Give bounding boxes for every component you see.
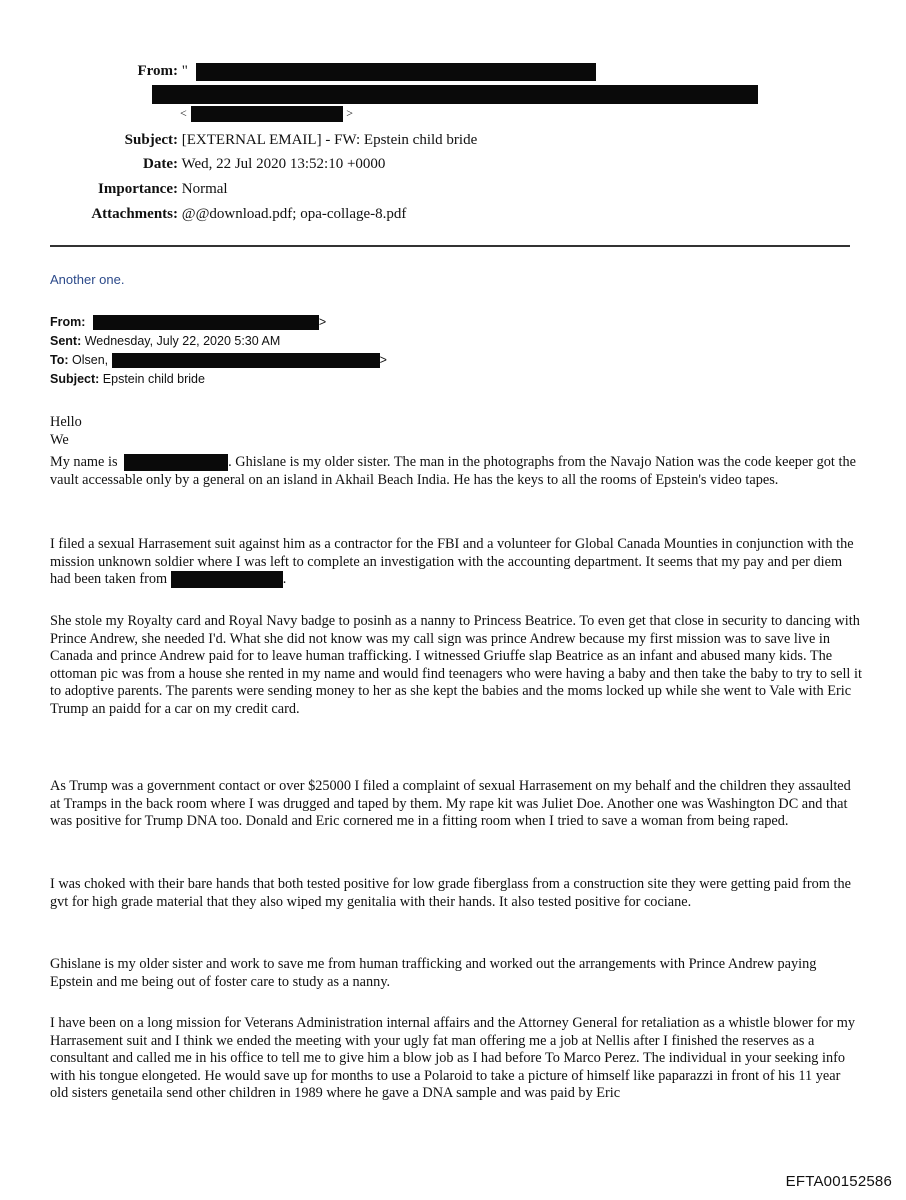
redaction-block: [93, 315, 319, 330]
greeting-we: We: [50, 432, 69, 448]
outer-attachments-row: [8, 205, 406, 223]
forward-note: Another one.: [50, 272, 125, 287]
inner-to-value: Olsen,: [72, 353, 109, 367]
outer-from-row-3: [180, 104, 353, 122]
outer-importance-value: Normal: [181, 181, 228, 197]
redaction-block: [152, 85, 758, 104]
outer-from-gt: >: [346, 106, 354, 120]
inner-subject-label: Subject:: [50, 372, 100, 386]
paragraph-2-end: .: [282, 571, 287, 588]
paragraph-1: [50, 454, 862, 489]
document-id: EFTA00152586: [785, 1173, 892, 1190]
inner-subject-value: Epstein child bride: [102, 372, 205, 386]
inner-from-label: From:: [50, 315, 86, 329]
greeting-hello: Hello: [50, 414, 82, 430]
redaction-block: [171, 571, 283, 588]
outer-importance-row: [8, 180, 228, 198]
redaction-block: [112, 353, 380, 368]
inner-sent-label: Sent:: [50, 334, 82, 348]
redaction-block: [191, 106, 343, 122]
inner-to-gt: >: [379, 353, 387, 367]
paragraph-4: As Trump was a government contact or over $25000 I filed a complaint of sexual Harrasement on my behalf and the children they assaulted at Tramps in the back room where I was drugged and taped by them. My rape kit was Juliet Doe. Another one was Washington DC and that was positive for Trump DNA too. Donald and Eric cornered me in a fitting room when I tried to save a woman from being raped.: [50, 778, 851, 830]
outer-subject-value: [EXTERNAL EMAIL] - FW: Epstein child bride: [181, 132, 478, 148]
outer-importance-label: Importance:: [98, 181, 178, 197]
inner-from-row: [50, 314, 326, 331]
outer-from-quote: ": [181, 63, 188, 79]
paragraph-2-main: I filed a sexual Harrasement suit against him as a contractor for the FBI and a volunteer for Global Canada Mounties in conjunction with the mission unknown soldier where I was left to complete an investigation with the accounting department. It seems that my pay and per diem had been taken from: [50, 536, 854, 588]
inner-sent-row: [50, 333, 280, 350]
outer-from-row-2: [152, 85, 758, 104]
paragraph-7: I have been on a long mission for Veterans Administration internal affairs and the Attorney General for retaliation as a whistle blower for my Harrasement suit and I think we ended the meeting with your ugly fat man offering me a job at Nellis after I finished the reserves as a consultant and called me in his office to tell me to give him a blow job as I had before To Marco Perez. The individual in your seeking info with his tongue elongeted. He would save up for months to use a Polaroid to take a picture of himself like paparazzi in front of his 11 year old sisters genetaila send other children in 1989 where he gave a DNA sample and was paid by Eric: [50, 1015, 856, 1102]
paragraph-1-rest: . Ghislane is my older sister. The man in the photographs from the Navajo Nation was the code keeper got the vault accessable only by a general on an island in Akhail Beach India. He has the keys to all the rooms of Epstein's video tapes.: [50, 454, 856, 488]
inner-to-label: To:: [50, 353, 69, 367]
paragraph-2: [50, 536, 862, 589]
outer-date-label: Date:: [143, 156, 178, 172]
outer-from-row: [8, 62, 596, 81]
redaction-block: [196, 63, 596, 81]
inner-to-row: [50, 352, 387, 369]
inner-sent-value: Wednesday, July 22, 2020 5:30 AM: [84, 334, 281, 348]
outer-date-row: [8, 155, 385, 173]
outer-from-lt: <: [180, 106, 187, 120]
outer-subject-row: [8, 131, 477, 149]
outer-attachments-value: @@download.pdf; opa-collage-8.pdf: [181, 206, 407, 222]
paragraph-5: I was choked with their bare hands that both tested positive for low grade fiberglass from a construction site they were getting paid from the gvt for high grade material that they also wiped my genitalia with their hands. It also tested positive for cociane.: [50, 876, 851, 910]
outer-subject-label: Subject:: [124, 132, 178, 148]
paragraph-3: She stole my Royalty card and Royal Navy badge to posinh as a nanny to Princess Beatrice. To even get that close in security to dancing with Prince Andrew, she needed I'd. What she did not know was my call sign was prince Andrew because my first mission was to save live in Canada and prince Andrew paid for to leave human trafficking. I witnessed Griuffe slap Beatrice as an infant and abused many kids. The ottoman pic was from a house she rented in my name and would find teenagers who were having a baby and then take the baby to try to sell it to adoptive parents. The parents were sending money to her as she kept the babies and the moms locked up while she went to Vale with Eric Trump an paidd for a car on my credit card.: [50, 613, 862, 717]
header-divider: [50, 245, 850, 247]
paragraph-1-start: My name is: [50, 454, 118, 470]
inner-subject-row: [50, 371, 205, 388]
redaction-block: [124, 454, 228, 471]
inner-from-gt: >: [318, 315, 327, 329]
outer-from-label: From:: [137, 63, 178, 79]
outer-date-value: Wed, 22 Jul 2020 13:52:10 +0000: [181, 156, 386, 172]
paragraph-6: Ghislane is my older sister and work to save me from human trafficking and worked out the arrangements with Prince Andrew paying Epstein and me being out of foster care to study as a nanny.: [50, 956, 817, 990]
outer-attachments-label: Attachments:: [91, 206, 178, 222]
